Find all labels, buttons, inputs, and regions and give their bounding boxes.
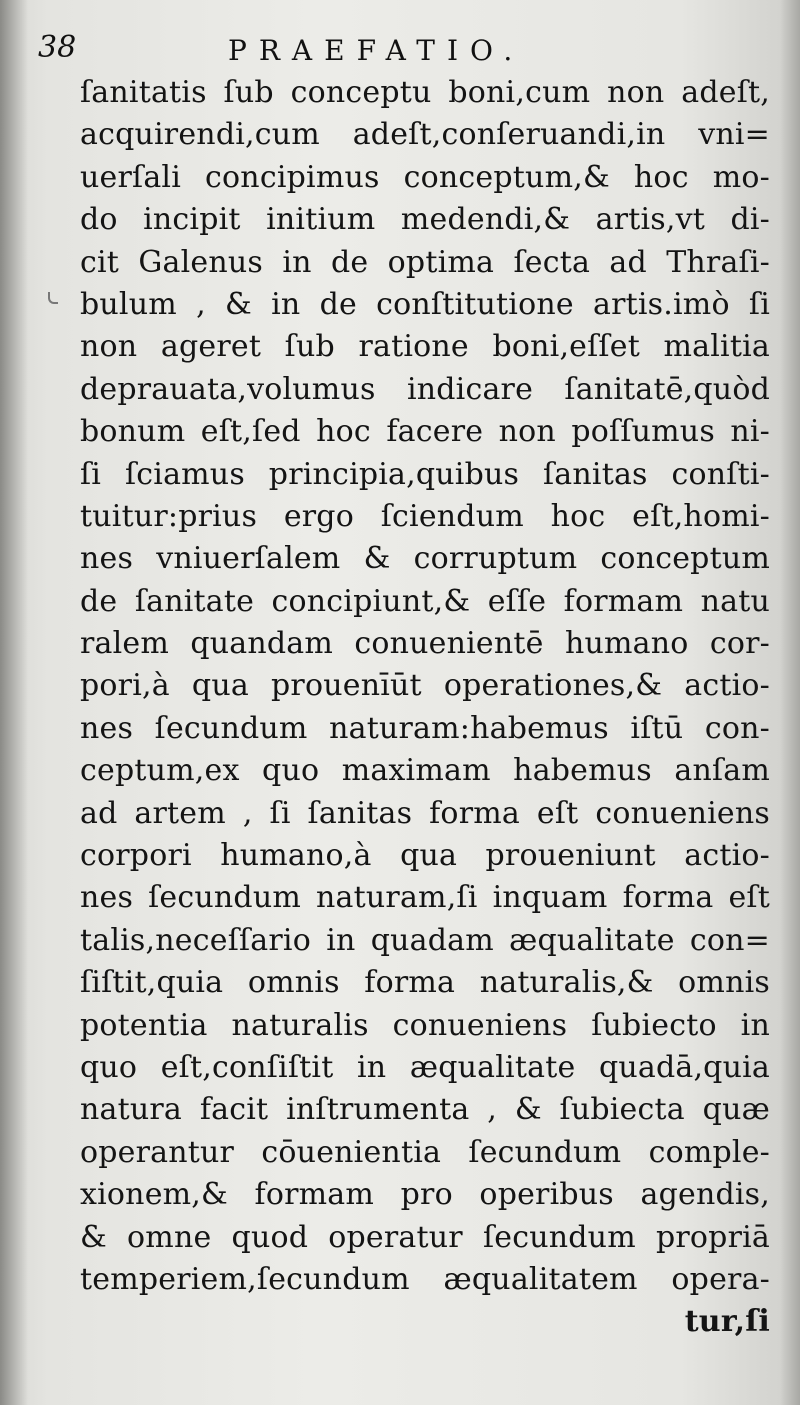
- text-line: natura facit inſtrumenta , & ſubiecta quæ: [80, 1092, 770, 1128]
- text-line: operantur cōuenientia ſecundum comple-: [80, 1134, 770, 1170]
- margin-mark: [48, 292, 58, 304]
- text-line: ſanitatis ſub conceptu boni,cum non adeſt,: [80, 75, 770, 110]
- text-line: nes ſecundum naturam:habemus iſtū con-: [80, 710, 770, 746]
- text-line: ſi ſciamus principia,quibus ſanitas conſti-: [80, 456, 770, 492]
- text-line: pori,à qua prouenīūt operationes,& actio-: [80, 668, 770, 704]
- page-header: [38, 24, 758, 68]
- text-line: & omne quod operatur ſecundum propriā: [80, 1219, 770, 1255]
- text-line: nes vniuerſalem & corruptum conceptum: [80, 541, 770, 577]
- page-gutter-shadow: [0, 0, 28, 1405]
- text-line: bulum , & in de conſtitutione artis.imò ſi: [80, 286, 770, 322]
- text-line: nes ſecundum naturam,ſi inquam forma eſt: [80, 880, 770, 916]
- text-line: corpori humano,à qua proueniunt actio-: [80, 838, 770, 874]
- text-line: acquirendi,cum adeſt,conſeruandi,in vni=: [80, 117, 770, 153]
- text-line: uerſali concipimus conceptum,& hoc mo-: [80, 159, 770, 195]
- text-line: bonum eſt,ſed hoc facere non poſſumus ni-: [80, 414, 770, 450]
- running-title: PRAEFATIO.: [228, 34, 525, 67]
- page-number: 38: [38, 30, 77, 65]
- text-line: non ageret ſub ratione boni,eſſet malitia: [80, 329, 770, 365]
- text-block: [80, 72, 770, 1344]
- text-line: ceptum,ex quo maximam habemus anſam: [80, 753, 770, 789]
- text-line: quo eſt,conſiſtit in æqualitate quadā,quia: [80, 1049, 770, 1085]
- text-line: xionem,& formam pro operibus agendis,: [80, 1177, 770, 1213]
- text-line: temperiem,ſecundum æqualitatem opera-: [80, 1261, 770, 1297]
- page-edge-shadow: [780, 0, 800, 1405]
- text-line: do incipit initium medendi,& artis,vt di-: [80, 202, 770, 238]
- text-line: tuitur:prius ergo ſciendum hoc eſt,homi-: [80, 498, 770, 534]
- text-line: ſiſtit,quia omnis forma naturalis,& omnis: [80, 965, 770, 1001]
- text-line: cit Galenus in de optima ſecta ad Thraſi-: [80, 244, 770, 280]
- text-line: potentia naturalis conueniens ſubiecto in: [80, 1007, 770, 1043]
- text-line: de ſanitate concipiunt,& eſſe formam natu: [80, 583, 770, 619]
- text-line: deprauata,volumus indicare ſanitatē,quòd: [80, 371, 770, 407]
- text-line: ralem quandam conuenientē humano cor-: [80, 626, 770, 662]
- text-line: talis,neceſſario in quadam æqualitate con=: [80, 922, 770, 958]
- catchword: tur,ſi: [684, 1304, 770, 1340]
- text-line: ad artem , ſi ſanitas forma eſt conueniens: [80, 795, 770, 831]
